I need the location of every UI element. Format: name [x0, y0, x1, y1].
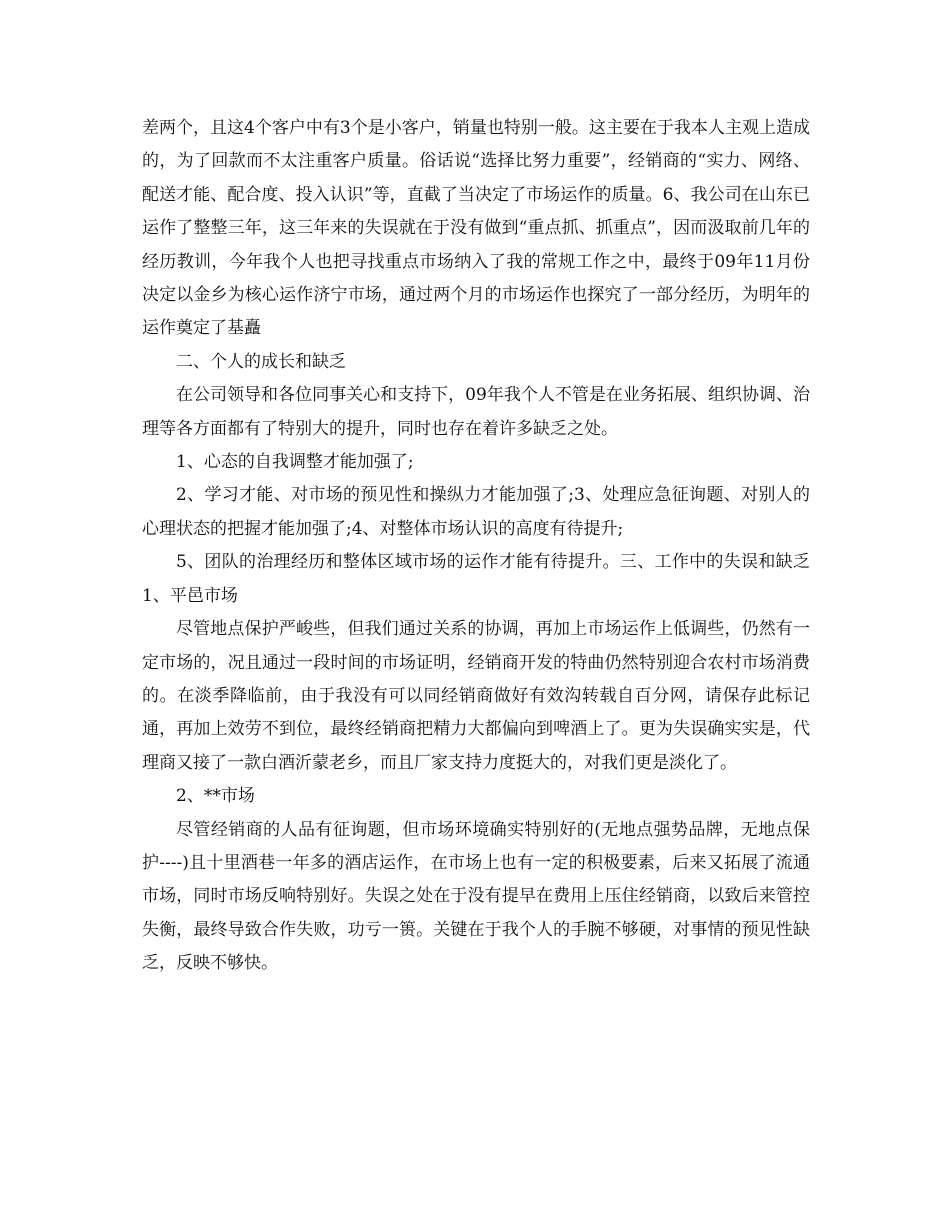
list-item-1: 1、心态的自我调整才能加强了; — [176, 452, 414, 473]
list-item-5-and-section-3: 5、团队的治理经历和整体区域市场的运作才能有待提升。三、工作中的失误和缺乏1、平邑市场 — [142, 552, 810, 606]
subheading-market-2: 2、**市场 — [176, 786, 255, 807]
paragraph-growth-intro: 在公司领导和各位同事关心和支持下，09年我个人不管是在业务拓展、组织协调、治理等各方面都有了特别大的提升，同时也存在着许多缺乏之处。 — [142, 385, 810, 439]
paragraph-pingyi-market: 尽管地点保护严峻些，但我们通过关系的协调，再加上市场运作上低调些，仍然有一定市场的，况且通过一段时间的市场证明，经销商开发的特曲仍然特别迎合农村市场消费的。在淡季降临前，由于我没有可以同经销商做好有效沟转载自百分网，请保存此标记通，再加上效劳不到位，最终经销商把精力大都偏向到啤酒上了。更为失误确实实是，代理商又接了一款白酒沂蒙老乡，而且厂家支持力度挺大的，对我们更是淡化了。 — [142, 619, 810, 773]
list-item-2-4: 2、学习才能、对市场的预见性和操纵力才能加强了;3、处理应急征询题、对别人的心理状态的把握才能加强了;4、对整体市场认识的高度有待提升; — [142, 485, 810, 539]
paragraph-market-2: 尽管经销商的人品有征询题，但市场环境确实特别好的(无地点强势品牌，无地点保护----)且十里酒巷一年多的酒店运作，在市场上也有一定的积极要素，后来又拓展了流通市场，同时市场反响特别好。失误之处在于没有提早在费用上压住经销商，以致后来管控失衡，最终导致合作失败，功亏一篑。关键在于我个人的手腕不够硬，对事情的预见性缺乏，反映不够快。 — [142, 819, 810, 974]
document-page — [142, 112, 810, 981]
paragraph-continuation: 差两个，且这4个客户中有3个是小客户，销量也特别一般。这主要在于我本人主观上造成的，为了回款而不太注重客户质量。俗话说“选择比努力重要”，经销商的“实力、网络、配送才能、配合度、投入认识”等，直截了当决定了市场运作的质量。6、我公司在山东已运作了整整三年，这三年来的失误就在于没有做到“重点抓、抓重点”，因而汲取前几年的经历教训，今年我个人也把寻找重点市场纳入了我的常规工作之中，最终于09年11月份决定以金乡为核心运作济宁市场，通过两个月的市场运作也探究了一部分经历，为明年的运作奠定了基矗 — [142, 118, 810, 339]
section-heading-personal-growth: 二、个人的成长和缺乏 — [176, 351, 346, 372]
